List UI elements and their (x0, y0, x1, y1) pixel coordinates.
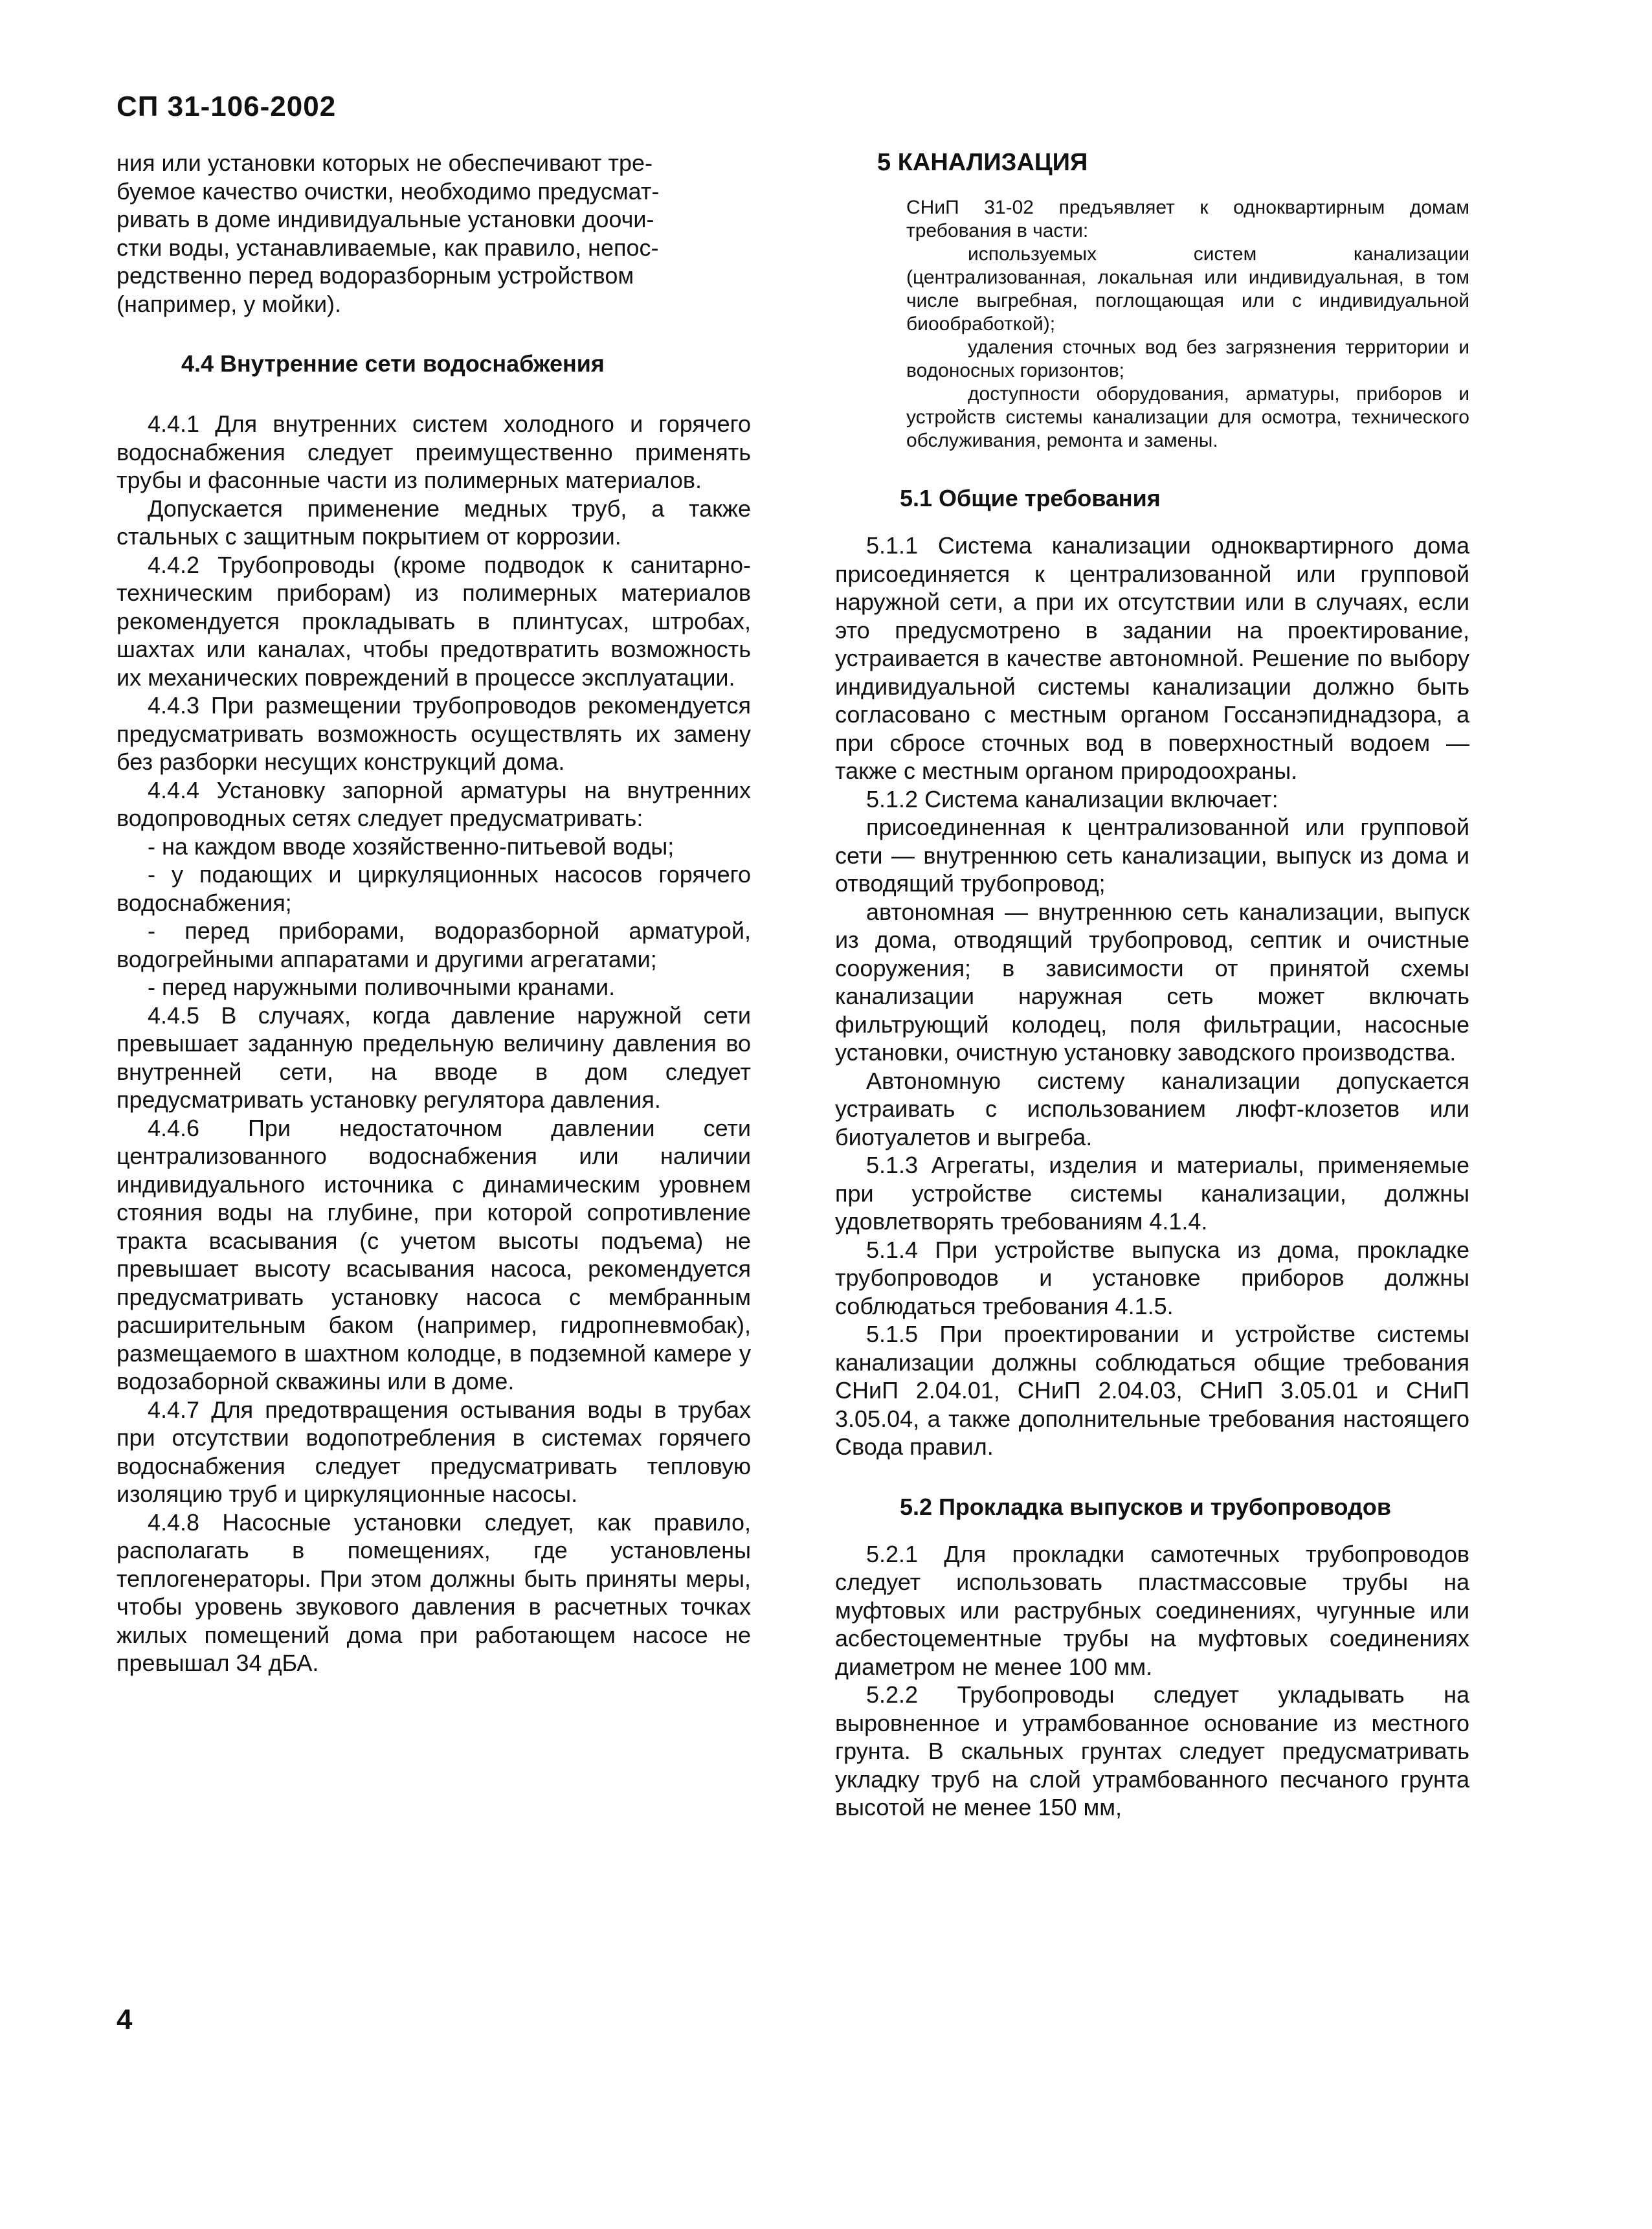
paragraph: автономная — внутреннюю сеть канализации, выпуск из дома, отводящий трубопровод, септик и очистные сооружения; в зависимости от принятой схемы канализации наружная сеть может включать фильтрующий колодец, поля фильтрации, насосные установки, очистную установку заводского производства. (835, 898, 1469, 1066)
paragraph: 5.1.3 Агрегаты, изделия и материалы, применяемые при устройстве системы канализации, должны удовлетворять требованиям 4.1.4. (835, 1152, 1469, 1235)
paragraph: 4.4.8 Насосные установки следует, как правило, располагать в помещениях, где установлены теплогенераторы. При этом должны быть приняты меры, чтобы уровень звукового давления в расчетных точках жилых помещений дома при работающем насосе не превышал 34 дБА. (117, 1508, 751, 1676)
paragraph: 4.4.6 При недостаточном давлении сети централизованного водоснабжения или наличии индивидуального источника с динамическим уровнем стояния воды на глубине, при которой сопротивление тракта всасывания (с учетом высоты подъема) не превышает высоту всасывания насоса, рекомендуется предусматривать установку насоса с мембранным расширительным баком (например, гидропневмобак), размещаемого в шахтном колодце, в подземной камере у водозаборной скважины или в доме. (117, 1114, 751, 1395)
paragraph: 4.4.1 Для внутренних систем холодного и горячего водоснабжения следует преимущественно применять трубы и фасонные части из полимерных материалов. (117, 410, 751, 493)
intro-line: ния или установки которых не обеспечивают тре- (117, 150, 653, 176)
paragraph: 5.2.2 Трубопроводы следует укладывать на выровненное и утрамбованное основание из местного грунта. В скальных грунтах следует предусматривать укладку труб на слой утрамбованного песчаного грунта высотой не менее 150 мм, (835, 1681, 1469, 1820)
paragraph: 4.4.3 При размещении трубопроводов рекомендуется предусматривать возможность осуществлять их замену без разборки несущих конструкций дома. (117, 692, 751, 775)
small-paragraph: СНиП 31-02 предъявляет к одноквартирным домам требования в части: (906, 197, 1469, 241)
section-heading-4-4: 4.4 Внутренние сети водоснабжения (181, 350, 605, 377)
small-paragraph: удаления сточных вод без загрязнения территории и водоносных горизонтов; (906, 337, 1469, 381)
paragraph: 5.1.2 Система канализации включает: (866, 785, 1278, 812)
intro-line: буемое качество очистки, необходимо предусмат- (117, 177, 660, 205)
document-code: СП 31-106-2002 (117, 91, 337, 122)
right-column (835, 149, 1469, 1822)
list-item: - у подающих и циркуляционных насосов горячего водоснабжения; (117, 861, 751, 916)
paragraph: 5.2.1 Для прокладки самотечных трубопроводов следует использовать пластмассовые трубы на муфтовых или раструбных соединениях, чугунные или асбестоцементные трубы на муфтовых соединениях диаметром не менее 100 мм. (835, 1540, 1469, 1680)
paragraph: 5.1.1 Система канализации одноквартирного дома присоединяется к централизованной или групповой наружной сети, а при их отсутствии или в случаях, если это предусмотрено в задании на проектирование, устраивается в качестве автономной. Решение по выбору индивидуальной системы канализации должно быть согласовано с местным органом Госсанэпиднадзора, а при сбросе сточных вод в поверхностный водоем — также с местным органом природоохраны. (835, 532, 1469, 784)
left-column (117, 149, 751, 1677)
chapter-intro (835, 196, 1469, 453)
paragraph: присоединенная к централизованной или групповой сети — внутреннюю сеть канализации, выпуск из дома и отводящий трубопровод; (835, 814, 1469, 897)
paragraph: 5.1.4 При устройстве выпуска из дома, прокладке трубопроводов и установке приборов должны соблюдаться требования 4.1.5. (835, 1236, 1469, 1319)
paragraph: Автономную систему канализации допускается устраивать с использованием люфт-клозетов или биотуалетов и выгреба. (835, 1067, 1469, 1150)
paragraph: 5.1.5 При проектировании и устройстве системы канализации должны соблюдаться общие требования СНиП 2.04.01, СНиП 2.04.03, СНиП 3.05.01 и СНиП 3.05.04, а также дополнительные требования настоящего Свода правил. (835, 1321, 1469, 1460)
page-number: 4 (117, 2004, 133, 2035)
chapter-heading-5: 5 КАНАЛИЗАЦИЯ (877, 149, 1088, 176)
section-heading-5-1: 5.1 Общие требования (900, 485, 1161, 511)
intro-line: (например, у мойки). (117, 290, 342, 317)
paragraph: 4.4.4 Установку запорной арматуры на внутренних водопроводных сетях следует предусматривать: (117, 776, 751, 831)
paragraph: Допускается применение медных труб, а также стальных с защитным покрытием от коррозии. (117, 495, 751, 550)
paragraph: 4.4.2 Трубопроводы (кроме подводок к санитарно-техническим приборам) из полимерных материалов рекомендуется прокладывать в плинтусах, штробах, шахтах или каналах, чтобы предотвратить возможность их механических повреждений в процессе эксплуатации. (117, 551, 751, 691)
list-item: - перед наружными поливочными кранами. (148, 974, 616, 1000)
small-paragraph: доступности оборудования, арматуры, приборов и устройств системы канализации для осмотра, технического обслуживания, ремонта и замены. (906, 383, 1469, 451)
intro-line: редственно перед водоразборным устройством (117, 262, 634, 289)
list-item: - перед приборами, водоразборной арматурой, водогрейными аппаратами и другими агрегатами; (117, 917, 751, 972)
list-item: - на каждом вводе хозяйственно-питьевой воды; (148, 833, 675, 860)
paragraph: 4.4.5 В случаях, когда давление наружной сети превышает заданную предельную величину давления во внутренней сети, на вводе в дом следует предусматривать установку регулятора давления. (117, 1002, 751, 1113)
small-paragraph: используемых систем канализации (централизованная, локальная или индивидуальная, в том числе выгребная, поглощающая или с индивидуальной биообработкой); (906, 243, 1469, 335)
intro-line: стки воды, устанавливаемые, как правило, непос- (117, 234, 659, 261)
paragraph: 4.4.7 Для предотвращения остывания воды в трубах при отсутствии водопотребления в системах горячего водоснабжения следует предусматривать тепловую изоляцию труб и циркуляционные насосы. (117, 1396, 751, 1507)
section-heading-5-2: 5.2 Прокладка выпусков и трубопроводов (900, 1493, 1391, 1520)
intro-line: ривать в доме индивидуальные установки доочи- (117, 206, 654, 232)
